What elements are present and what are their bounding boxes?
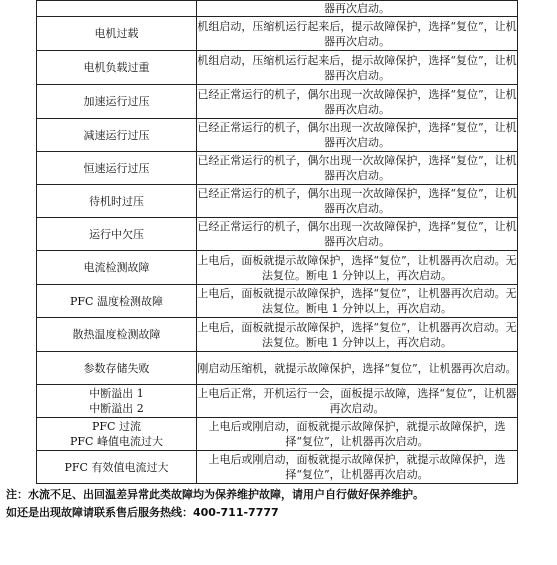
fault-name-cell <box>37 152 197 185</box>
table-row <box>37 385 518 418</box>
fault-name: PFC 过流 <box>92 420 141 433</box>
fault-action-cell: 已经正常运行的机子，偶尔出现一次故障保护，选择“复位”，让机器再次启动。 <box>197 119 518 152</box>
fault-name-cell <box>37 17 197 51</box>
fault-name: 减速运行过压 <box>83 128 150 142</box>
fault-name-cell <box>37 185 197 218</box>
table-row <box>37 51 518 85</box>
fault-name: 参数存储失败 <box>83 361 150 375</box>
table-row <box>37 218 518 251</box>
fault-name-cell <box>37 451 197 484</box>
table-row <box>37 418 518 451</box>
fault-name-cell <box>37 251 197 285</box>
fault-name-cell <box>37 119 197 152</box>
maintenance-note: 注：水流不足、出回温差异常此类故障均为保养维护故障，请用户自行做好保养维护。 <box>6 488 424 501</box>
service-hotline: 如还是出现故障请联系售后服务热线：400-711-7777 <box>6 506 279 519</box>
table-row <box>37 17 518 51</box>
fault-action-cell: 已经正常运行的机子，偶尔出现一次故障保护，选择“复位”，让机器再次启动。 <box>197 152 518 185</box>
fault-name: 中断溢出 1 <box>89 387 144 400</box>
fault-action-cell: 上电后，面板就提示故障保护，选择“复位”，让机器再次启动。无法复位。断电 1 分钟以上，再次启动。 <box>197 251 518 285</box>
fault-name-cell <box>37 352 197 385</box>
table-row <box>37 119 518 152</box>
fault-name: 中断溢出 2 <box>89 402 144 415</box>
fault-name: PFC 温度检测故障 <box>70 294 163 308</box>
fault-name-cell <box>37 385 197 418</box>
fault-name-cell <box>37 218 197 251</box>
fault-name: PFC 峰值电流过大 <box>70 435 163 448</box>
fault-action-cell: 上电后，面板就提示故障保护，选择“复位”，让机器再次启动。无法复位。断电 1 分钟以上，再次启动。 <box>197 318 518 352</box>
fault-name-cell <box>37 318 197 352</box>
fault-name: 电流检测故障 <box>83 261 150 274</box>
table-row <box>37 285 518 318</box>
fault-name: PFC 有效值电流过大 <box>64 460 169 474</box>
fault-name: 散热温度检测故障 <box>72 328 161 341</box>
fault-action-cell: 器再次启动。 <box>197 1 518 17</box>
fault-name-cell <box>37 285 197 318</box>
fault-table <box>36 0 518 484</box>
table-row <box>37 352 518 385</box>
table-row <box>37 85 518 119</box>
table-row <box>37 152 518 185</box>
fault-name: 电机过载 <box>94 27 139 40</box>
fault-name: 电机负载过重 <box>83 61 150 74</box>
fault-name: 待机时过压 <box>89 194 144 208</box>
fault-name-cell <box>37 1 197 17</box>
table-row <box>37 185 518 218</box>
table-row <box>37 318 518 352</box>
fault-action-cell: 上电后或刚启动，面板就提示故障保护，就提示故障保护，选择“复位”，让机器再次启动。 <box>197 451 518 484</box>
fault-action-cell: 上电后，面板就提示故障保护，选择“复位”，让机器再次启动。无法复位。断电 1 分钟以上，再次启动。 <box>197 285 518 318</box>
table-row <box>37 251 518 285</box>
fault-name: 运行中欠压 <box>89 227 144 241</box>
fault-action-cell: 上电后正常，开机运行一会，面板提示故障，选择“复位”，让机器再次启动。 <box>197 385 518 418</box>
fault-action-cell: 已经正常运行的机子，偶尔出现一次故障保护，选择“复位”，让机器再次启动。 <box>197 85 518 119</box>
fault-name-cell <box>37 51 197 85</box>
fault-action-cell: 机组启动，压缩机运行起来后，提示故障保护，选择“复位”，让机器再次启动。 <box>197 51 518 85</box>
table-row <box>37 1 518 17</box>
fault-action-cell: 机组启动，压缩机运行起来后，提示故障保护，选择“复位”，让机器再次启动。 <box>197 17 518 51</box>
fault-name-cell <box>37 418 197 451</box>
fault-action-cell: 刚启动压缩机，就提示故障保护，选择“复位”，让机器再次启动。 <box>197 352 518 385</box>
fault-name-cell <box>37 85 197 119</box>
fault-name: 恒速运行过压 <box>83 161 150 175</box>
table-row <box>37 451 518 484</box>
fault-name: 加速运行过压 <box>83 95 150 108</box>
fault-action-cell: 已经正常运行的机子，偶尔出现一次故障保护，选择“复位”，让机器再次启动。 <box>197 185 518 218</box>
fault-action-cell: 已经正常运行的机子，偶尔出现一次故障保护，选择“复位”，让机器再次启动。 <box>197 218 518 251</box>
fault-action-cell: 上电后或刚启动，面板就提示故障保护，就提示故障保护，选择“复位”，让机器再次启动。 <box>197 418 518 451</box>
